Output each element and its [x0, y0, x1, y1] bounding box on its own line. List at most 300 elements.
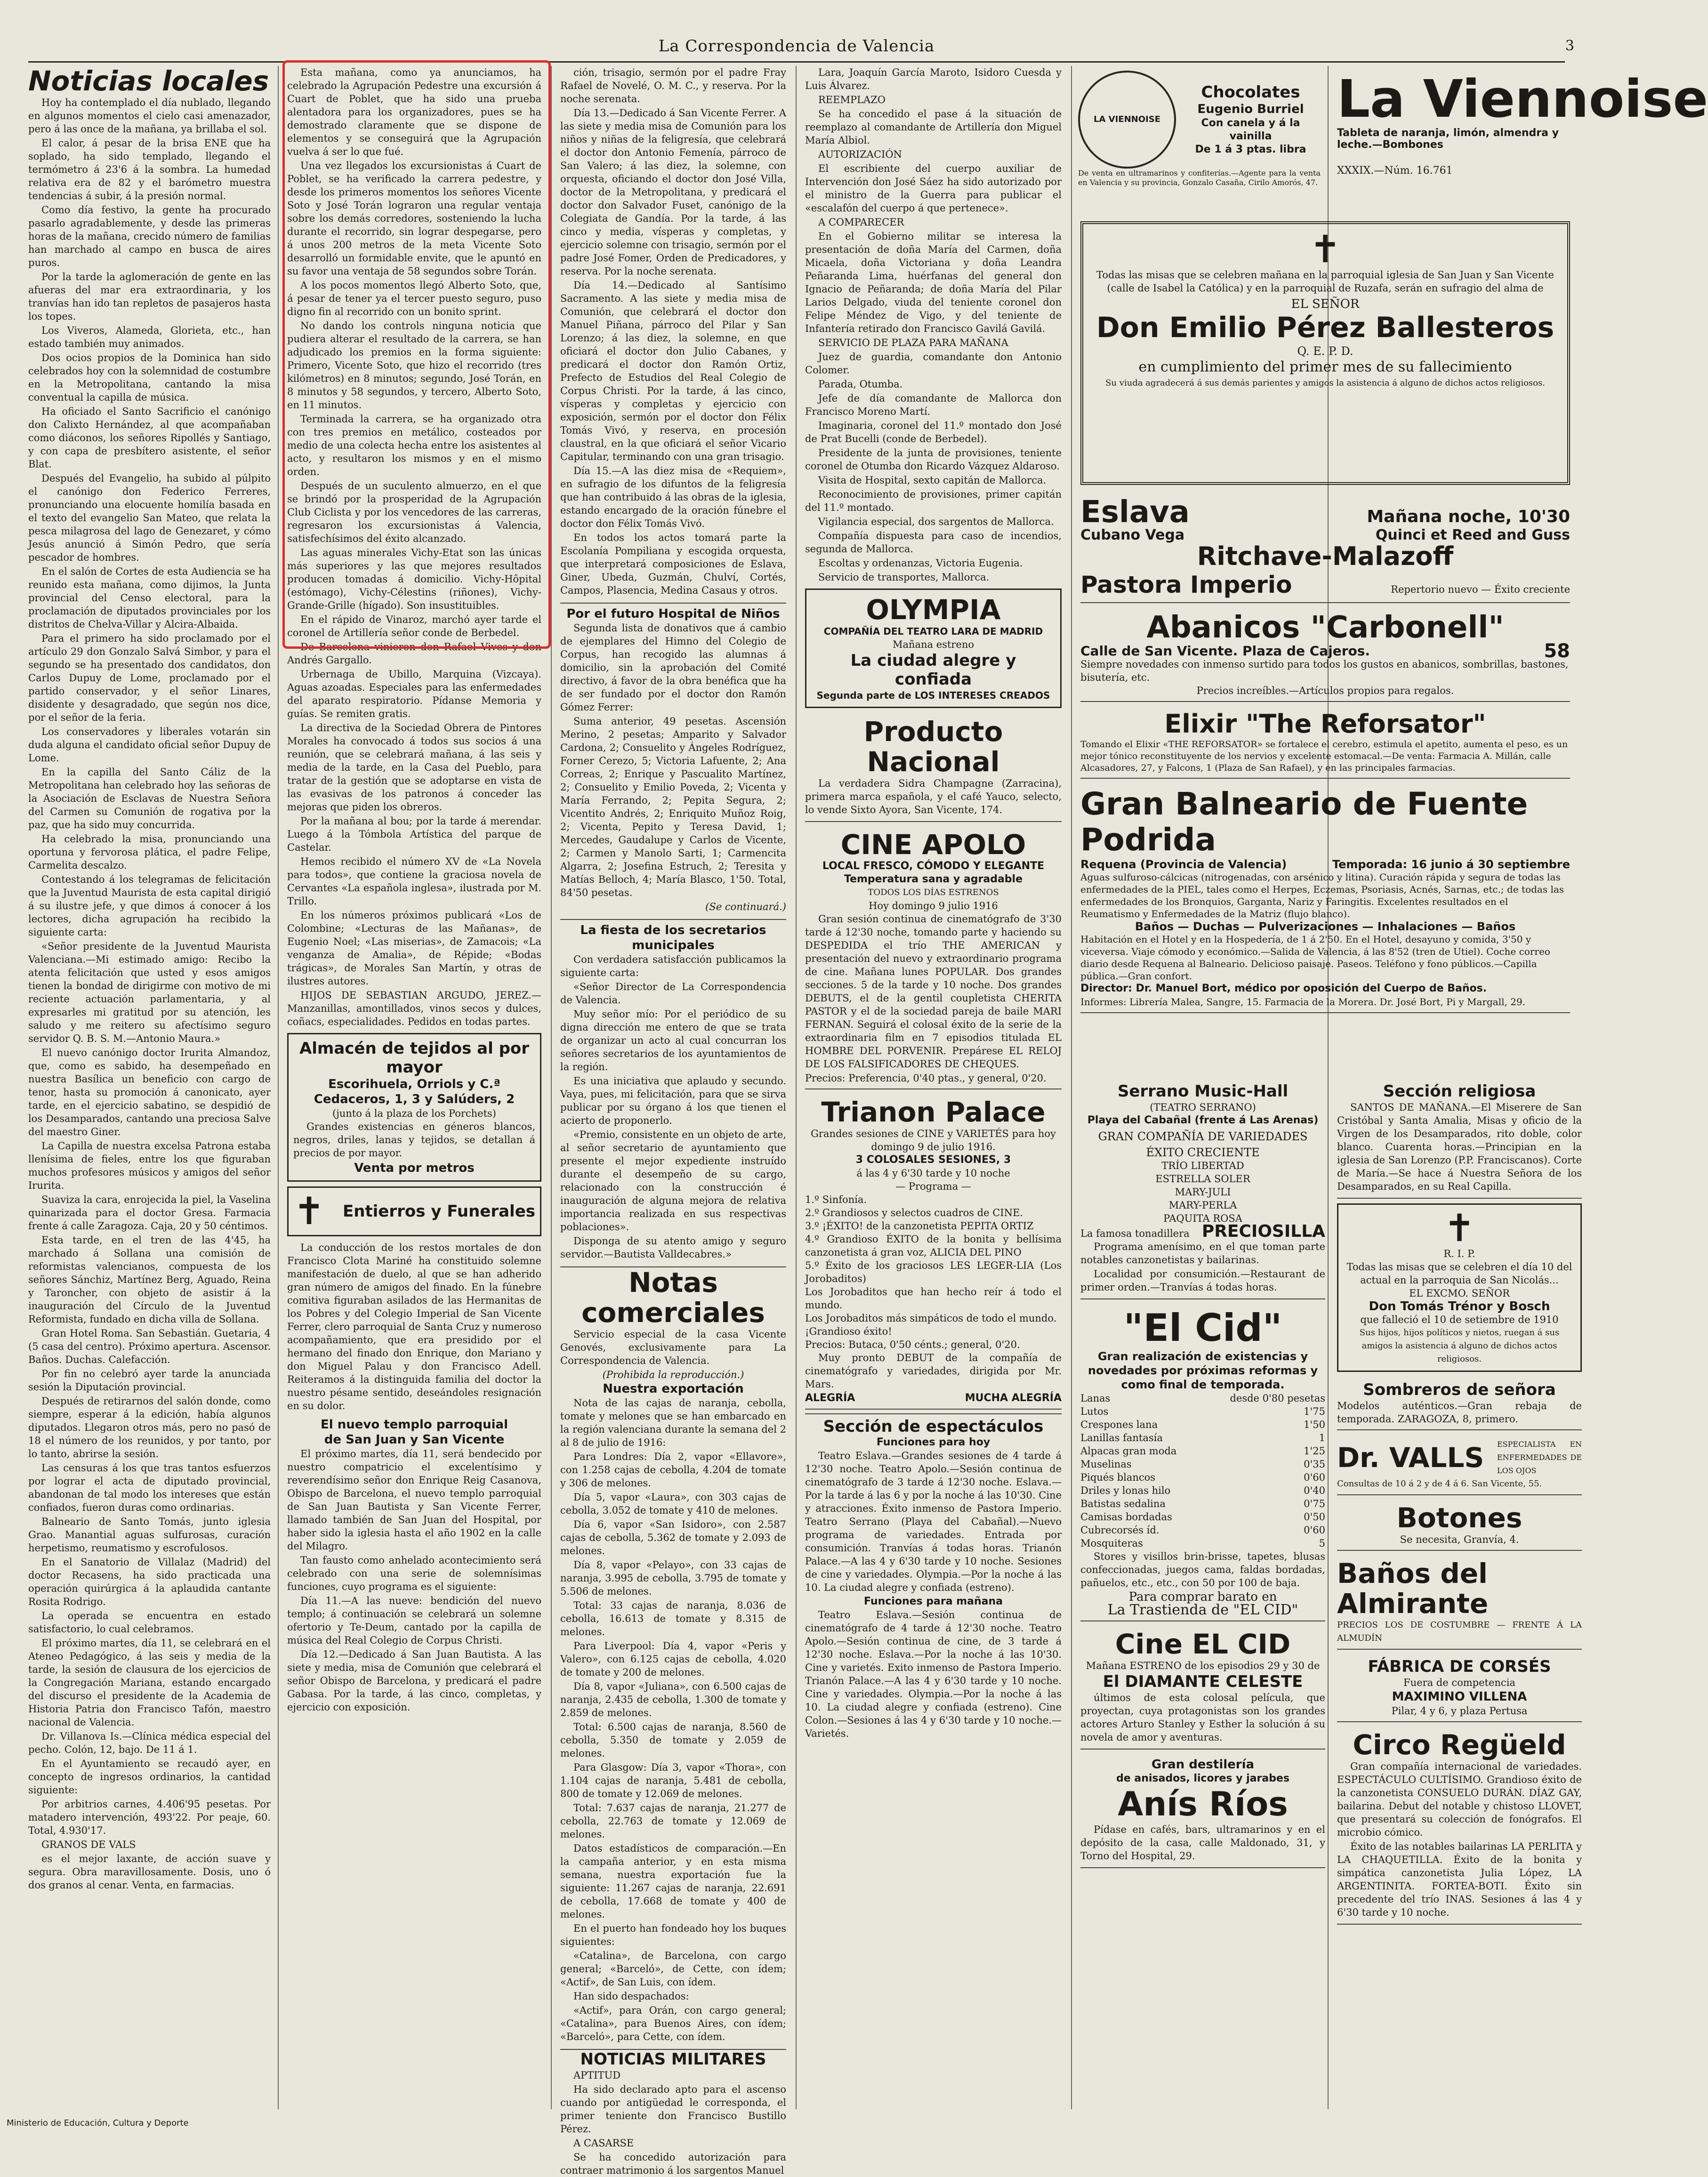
ad-text: Gran sesión continua de cinematógrafo de 3'30 tarde á 12'30 noche, tomando parte y haciendo su DESPEDIDA el trío THE AMERICAN y presentación del nuevo y extraordinario programa de cine. Mañana lunes POPULAR. Dos grandes secciones. 5 de la tarde y 10 noche. Dos grandes DEBUTS, el de la gentil coupletista CHERITA PASTOR y el de la sociedad pareja de baile MARI FERNAN. Seguirá el colosal éxito de la serie de la extraordinaria film en 7 episodios titulada EL HOMBRE DEL PORVENIR. Prepárese EL RELOJ DE LOS FALSIFICADORES DE CHEQUES.: [805, 913, 1062, 1070]
ad-text: Mañana ESTRENO de los episodios 29 y 30 de: [1086, 1660, 1320, 1671]
article-title: Por el futuro Hospital de Niños: [560, 603, 786, 621]
paragraph: En el Gobierno militar se interesa la presentación de doña María del Carmen, doña Micaela, doña Victoriana y doña Leandra Peñaranda Lima, huérfanas del general don Ignacio de Peñaranda; de doña María del Pilar Larios Delgado, viuda del teniente coronel don Felipe Méndez de Vigo, y del teniente de Infantería retirado don Francisco Gavilá Gavilá.: [805, 231, 1062, 334]
paragraph: El calor, á pesar de la brisa ENE que ha soplado, ha sido templado, llegando el termómetro á 23'6 á la sombra. La humedad relativa era de 82 y el barómetro muestra tendencias á subir, á la presión normal.: [28, 137, 271, 202]
price-item-name: Piqués blancos: [1080, 1472, 1156, 1483]
ad-title: Elixir "The Reforsator": [1164, 709, 1486, 739]
section-title: Sección de espectáculos: [805, 1413, 1062, 1436]
price-item-value: 1'50: [1304, 1419, 1325, 1430]
paragraph: Es una iniciativa que aplaudo y secundo. Vaya, pues, mi felicitación, para que se sirva publicar por su órgano á los que tienen el acierto de proponerlo.: [560, 1075, 786, 1126]
paragraph: «Señor Director de La Correspondencia de Valencia.: [560, 981, 786, 1006]
continue-note: (Se continuará.): [705, 901, 786, 912]
price-item-name: Alpacas gran moda: [1080, 1445, 1177, 1457]
paragraph: El escribiente del cuerpo auxiliar de Intervención don José Sáez ha sido autorizado por el ministro de la Guerra para publicar el «escalafón del cuerpo á que pertenece».: [805, 163, 1062, 214]
ad-title: OLYMPIA: [866, 594, 1001, 626]
ad-el-cid: [1080, 1303, 1325, 1621]
paragraph: AUTORIZACIÓN: [818, 149, 902, 160]
price-item-value: 1'25: [1304, 1445, 1325, 1457]
price-item-value: 0'50: [1304, 1511, 1325, 1523]
paragraph: En los números próximos publicará «Los de Colombine; «Lecturas de las Mañanas», de Eugenio Noel; «Las miserias», de Zamacois; «La venganza de Amalia», de Répide; «Bodas trágicas», de Morales San Martín, y otras de ilustres autores.: [287, 910, 541, 987]
paragraph: Terminada la carrera, se ha organizado otra con tres premios en metálico, costeados por medio de una colecta hecha entre los asistentes al acto, y resultaron los mismos y en el mismo orden.: [287, 413, 541, 477]
article-title: NOTICIAS MILITARES: [560, 2049, 786, 2069]
ad-title: Chocolates: [1201, 83, 1300, 102]
price-item-name: Batistas sedalina: [1080, 1498, 1166, 1509]
price-item-name: Lutos: [1080, 1406, 1109, 1417]
paragraph: ción, trisagio, sermón por el padre Fray Rafael de Novelé, O. M. C., y reserva. Por la noche serenata.: [560, 67, 786, 105]
ad-title: Trianon Palace: [821, 1096, 1046, 1128]
viennoise-seal-icon: LA VIENNOISE: [1078, 71, 1176, 169]
paragraph: Contestando á los telegramas de felicitación que la Juventud Maurista de esta capital dirigió á su ilustre jefe, y que dimos á conocer á los lectores, dicha agrupación ha recibido la siguiente carta:: [28, 874, 271, 938]
ad-hours: Consultas de 10 á 2 y de 4 á 6. San Vicente, 55.: [1337, 1479, 1542, 1489]
paragraph: «Catalina», de Barcelona, con cargo general; «Barceló», de Cette, con ídem; «Actif», de San Luis, con ídem.: [560, 1950, 786, 1988]
paragraph: Día 15.—A las diez misa de «Requiem», en sufragio de los difuntos de la feligresía que han contribuido á las obras de la iglesia, estando encargado de la oración fúnebre el doctor don Félix Tomás Vivó.: [560, 465, 786, 529]
ad-title: Botones: [1396, 1502, 1523, 1534]
performer-name: MARY-JULI: [1175, 1186, 1231, 1198]
paragraph: Los Viveros, Alameda, Glorieta, etc., han estado también muy animados.: [28, 325, 271, 349]
paragraph: Día 12.—Dedicado á San Juan Bautista. A las siete y media, misa de Comunión que celebrará el señor Obispo de Barcelona, y predicará el padre Gabasa. Por la tarde, á las cinco, completas, y ejercicio con exposición.: [287, 1649, 541, 1713]
price-row: [1080, 1458, 1325, 1471]
ad-title: Gran Balneario de Fuente Podrida: [1080, 786, 1528, 858]
paragraph: Día 11.—A las nueve: bendición del nuevo templo; á continuación se celebrará un solemne ofertorio y Te-Deum, cantado por la capilla de música del Real Colegio de Corpus Christi.: [287, 1595, 541, 1646]
paragraph: Parada, Otumba.: [818, 379, 903, 390]
ad-title: Serrano Music-Hall: [1117, 1082, 1289, 1101]
brand-title: La Viennoise: [1337, 69, 1708, 129]
section-text: Teatro Eslava.—Sesión continua de cinematógrafo de 4 tarde á 12'30 noche. Teatro Apolo.—Sesión continua de cine, de 3 tarde á 12'30 noche. Eslava.—Por la noche á las 10'30. Cine y varietés. Exito inmenso de Pastora Imperio. Trianón Palace.—A las 4 y 6'30 tarde y 10 noche. Cine y variedades. Olympia.—Por la noche á las 10. La ciudad alegre y confiada (estreno). Cine Colon.—Sesiones á las 4 y 6'30 tarde y 10 noche.—Varietés.: [805, 1609, 1062, 1739]
ad-address-note: (junto á la plaza de los Porchets): [332, 1108, 496, 1119]
price-item-value: 0'60: [1304, 1524, 1325, 1536]
article-title: Notas comerciales: [560, 1266, 786, 1328]
section-title: Sección religiosa: [1383, 1082, 1536, 1101]
paragraph: «Premio, consistente en un objeto de arte, al señor secretario de ayuntamiento que presente el mejor expediente instruído durante el desempeño de su cargo, relacionado con la construcción é inauguración de alguna mejora de relativa importancia realizada en sus respectivas poblaciones».: [560, 1129, 786, 1233]
ad-line: Con canela y á la vainilla: [1201, 117, 1300, 142]
ad-sessions: 3 COLOSALES SESIONES, 3: [855, 1154, 1011, 1166]
paragraph: Por arbitrios carnes, 4.406'95 pesetas. Por matadero intervención, 493'22. Por peaje, 60. Total, 4.930'17.: [28, 1798, 271, 1836]
price-item-value: 1: [1319, 1432, 1325, 1443]
section-religiosa: [1337, 1078, 1582, 1199]
paragraph: Día 14.—Dedicado al Santísimo Sacramento. A las siete y media misa de Comunión, que celebrará el doctor don Manuel Piñana, párroco del Pilar y San Lorenzo; á las diez, la solemne, en que oficiará el doctor don Julio Cabanes, y predicará el doctor don Ramón Ortiz, Prefecto de Estudios del Real Colegio de Corpus Christi. Por la tarde, á las cinco, vísperas y completas y ejercicio con exposición, sermón por el doctor don Félix Tomás Vivó, y reserva, en procesión claustral, en la que oficiará el señor Vicario Capitular, terminando con una gran trisagio.: [560, 280, 786, 462]
price-item-value: 5: [1319, 1538, 1325, 1549]
ad-exito: ÉXITO CRECIENTE: [1146, 1146, 1260, 1159]
article-paragraphs: [560, 2069, 786, 2177]
section-title: Noticias locales: [28, 65, 269, 97]
ad-title: "El Cid": [1123, 1306, 1282, 1350]
obituary-footer: Su viuda agradecerá á sus demás parientes y amigos la asistencia á alguno de dichos actos religiosos.: [1105, 378, 1545, 388]
paragraph: En la capilla del Santo Cáliz de la Metropolitana han celebrado hoy las señoras de la Asociación de Esclavas de Nuestra Señora del Carmen su Comunión de rogativa por la paz, que ha sido muy concurrida.: [28, 766, 271, 830]
obituary-box-2: [1337, 1203, 1582, 1372]
ad-program-label: — Programa —: [895, 1181, 971, 1192]
ad-title: FÁBRICA DE CORSÉS: [1368, 1657, 1551, 1676]
masthead: La Correspondencia de Valencia: [658, 37, 935, 56]
performer-name: ESTRELLA SOLER: [1155, 1173, 1250, 1185]
price-item-name: Mosquiteras: [1080, 1538, 1143, 1549]
paragraph: Como día festivo, la gente ha procurado pasarlo agradablemente, y desde las primeras horas de la mañana, crecido número de familias han marchado al campo en busca de aires puros.: [28, 204, 271, 268]
article-paragraphs: [560, 621, 786, 899]
ad-address: Calle de San Vicente. Plaza de Cajeros.: [1080, 643, 1370, 659]
funeral-text: La conducción de los restos mortales de don Francisco Clota Mariné ha constituido solemne manifestación de duelo, al que se han adherido gran número de amigos del finado. En la fúnebre comitiva figuraban asilados de las Hermanitas de los Pobres y del Colegio Imperial de San Vicente Ferrer, clero parroquial de Santa Cruz y numeroso acompañamiento, que era presidido por el hermano del finado don Enrique, don Mariano y don Miguel Palau y don Francisco Adell. Reiteramos á la distinguida familia del doctor la nuestro pésame sentido, deseándoles resignación en su dolor.: [287, 1242, 541, 1411]
price-list: [1080, 1392, 1325, 1550]
ad-address: Pilar, 4 y 6, y plaza Pertusa: [1391, 1705, 1528, 1717]
ad-act: Pastora Imperio: [1080, 571, 1292, 598]
ad-title: Sombreros de señora: [1363, 1380, 1556, 1399]
paragraph: Muy señor mío: Por el periódico de su digna dirección me entero de que se trata de organizar un acto al cual concurran los señores secretarios de los ayuntamientos de la región.: [560, 1008, 786, 1072]
program-item: 2.º Grandiosos y selectos cuadros de CINE.: [805, 1207, 1023, 1218]
ad-footer: De venta en ultramarinos y confiterías.—Agente para la venta en Valencia y su provincia, Gonzalo Casaña, Cirilo Amorós, 47.: [1078, 169, 1321, 187]
ad-sub: Fuera de competencia: [1403, 1677, 1515, 1688]
ad-almacen: [287, 1033, 541, 1182]
ad-cine-apolo: [805, 826, 1062, 1089]
ad-name: Eugenio Burriel: [1197, 102, 1304, 116]
paragraph: Para Liverpool: Día 4, vapor «Peris y Valero», con 6.125 cajas de cebolla, 4.020 de tomate y 200 de melones.: [560, 1640, 786, 1678]
paragraph: Total: 33 cajas de naranja, 8.036 de cebolla, 16.613 de tomate y 8.315 de melones.: [560, 1600, 786, 1637]
price-row: [1080, 1431, 1325, 1444]
paragraph: A COMPARECER: [818, 217, 904, 228]
paragraph: Gran Hotel Roma. San Sebastián. Guetaria, 4 (5 casa del centro). Próximo apertura. Ascensor. Baños. Duchas. Calefacción.: [28, 1328, 271, 1365]
news-paragraphs: [805, 66, 1062, 584]
paragraph: Reconocimiento de provisiones, primer capitán del 11.º montado.: [805, 489, 1062, 513]
section-text: Teatro Eslava.—Grandes sesiones de 4 tarde á 12'30 noche. Teatro Apolo.—Sesión continua de cinematógrafo de 3 tarde á 12'30 noche. Eslava.—Por la tarde á las 6 y por la noche á las 10'30. Cine y atracciones. Éxito inmenso de Pastora Imperio. Teatro Serrano (Playa del Cabañal).—Nuevo programa de variedades. Entrada por consumición. Tranvías á todas horas. Trianón Palace.—A las 4 y 6'30 tarde y 10 noche. Sesiones de cine y variedades. Olympia.—Por la noche á las 10. La ciudad alegre y confiada (estreno).: [805, 1450, 1062, 1593]
ad-place: Requena (Provincia de Valencia): [1080, 858, 1287, 871]
ad-text: PRECIOS LOS DE COSTUMBRE — FRENTE Á LA ALMUDÍN: [1337, 1620, 1582, 1643]
paragraph: En el salón de Cortes de esta Audiencia se ha reunido esta mañana, como dijimos, la Junta provincial del Censo electoral, para la proclamación de diputados provinciales por los distritos de Chelva-Villar y Alcira-Albaida.: [28, 566, 271, 630]
ad-info: Informes: Librería Malea, Sangre, 15. Farmacia de la Morera. Dr. José Bort, Pi y Margall, 29.: [1080, 996, 1526, 1008]
paragraph: Después de retirarnos del salón donde, como siempre, esperar á la edición, había algunos diputados. Llegaron otros más, pero no pasó de 18 el número de los reunidos, y por tanto, por lo tanto, abrirse la sesión.: [28, 1395, 271, 1459]
obituary-box: [1080, 221, 1570, 485]
ad-entierros: [287, 1186, 541, 1236]
paragraph: Juez de guardia, comandante don Antonio Colomer.: [805, 351, 1062, 376]
obituary-el-senor: EL SEÑOR: [1291, 297, 1360, 311]
column-1: [28, 66, 271, 2104]
ad-title: Abanicos "Carbonell": [1146, 610, 1504, 645]
paragraph: Por la tarde la aglomeración de gente en las afueras del mar era extraordinaria, y los tranvías han ido tan repletos de pasajeros hasta los topes.: [28, 271, 271, 322]
ad-company: COMPAÑÍA DEL TEATRO LARA DE MADRID: [823, 626, 1043, 637]
price-item-name: Lanas: [1080, 1393, 1111, 1404]
price-item-value: 0'35: [1304, 1459, 1325, 1470]
paragraph: En el Sanatorio de Villalaz (Madrid) del doctor Recasens, ha sido practicada una operación quirúrgica á la aplaudida cantante Rosita Rodrigo.: [28, 1556, 271, 1607]
news-paragraphs: [560, 66, 786, 597]
cross-icon: ✝: [293, 1189, 325, 1233]
performer-name: PAQUITA ROSA: [1163, 1213, 1242, 1224]
paragraph: Día 8, vapor «Pelayo», con 33 cajas de naranja, 3.995 de cebolla, 3.795 de tomate y 5.506 de melones.: [560, 1559, 786, 1597]
article-title: El nuevo templo parroquial: [321, 1418, 508, 1432]
ad-right: Mañana noche, 10'30: [1367, 507, 1570, 526]
paragraph: Para Glasgow: Día 3, vapor «Thora», con 1.104 cajas de naranja, 5.481 de cebolla, 800 de tomate y 12.069 de melones.: [560, 1762, 786, 1799]
price-item-name: Driles y lonas hilo: [1080, 1485, 1171, 1496]
paragraph: En el puerto han fondeado hoy los buques siguientes:: [560, 1923, 786, 1947]
program-item: 4.º Grandioso ÉXITO de la bonita y bellísima canzonetista á gran voz, ALICIA DEL PINO: [805, 1234, 1062, 1258]
article-subtitle: Nuestra exportación: [603, 1382, 744, 1396]
ad-balneario: [1080, 782, 1570, 1013]
program-list: [805, 1193, 1062, 1338]
ad-text: Stores y visillos brin-brisse, tapetes, blusas confeccionadas, juegos cama, faldas bordadas, pañuelos, etc., etc., con 50 por 100 de baja.: [1080, 1551, 1325, 1588]
performer-list: [1080, 1159, 1325, 1225]
ad-play: La ciudad alegre y confiada: [850, 651, 1016, 689]
obituary-line: en cumplimiento del primer mes de su fallecimiento: [1138, 359, 1512, 375]
article-subtitle: de San Juan y San Vicente: [324, 1433, 505, 1447]
price-item-name: Lanillas fantasía: [1080, 1432, 1163, 1443]
ad-sub: (TEATRO SERRANO): [1150, 1102, 1256, 1113]
ad-act: Cubano Vega: [1080, 527, 1185, 543]
ad-prices: Precios: Butaca, 0'50 cénts.; general, 0'20.: [805, 1339, 1020, 1350]
paragraph: Por la mañana al bou; por la tarde á merendar. Luego á la Tómbola Artística del parque de Castelar.: [287, 815, 541, 853]
article-paragraphs: [560, 953, 786, 1261]
program-item: 1.º Sinfonía.: [805, 1194, 867, 1205]
ad-text: Habitación en el Hotel y en la Hospedería, de 1 á 2'50. En el Hotel, desayuno y comida, 3'50 y viceversa. Viaje cómodo y económico.—Salida de Valencia, á las 8'52 (tren de Utiel). Coche correo diario desde Requena al Balneario. Delicioso paisaje. Paseos. Teléfono y fono públicos.—Capilla pública.—Gran confort.: [1080, 934, 1550, 982]
section-subtitle: Funciones para mañana: [863, 1596, 1003, 1607]
paragraph: Visita de Hospital, sexto capitán de Mallorca.: [818, 475, 1047, 486]
ad-sub: Grandes sesiones de CINE y VARIETÉS para hoy domingo 9 de julio 1916.: [811, 1128, 1056, 1153]
paragraph: Nota de las cajas de naranja, cebolla, tomate y melones que se han embarcado en la región valenciana durante la semana del 2 al 8 de julio de 1916:: [560, 1397, 786, 1448]
price-row: [1080, 1418, 1325, 1431]
price-item-value: 0'75: [1304, 1498, 1325, 1509]
paragraph: Imaginaria, coronel del 11.º montado don José de Prat Bucelli (conde de Berbedel).: [805, 420, 1062, 444]
issue-number: XXXIX.—Núm. 16.761: [1337, 165, 1453, 177]
paragraph: Día 13.—Dedicado á San Vicente Ferrer. A las siete y media misa de Comunión para los niños y niñas de la feligresía, que celebrará el doctor don Antonio Femenía, párroco de San Valero; á las diez, la solemne, con orquesta, oficiando el doctor don José Villa, doctor de la Metropolitana, y predicará el doctor don Salvador Fuset, canónigo de la Colegiata de Gandía. Por la tarde, á las cinco y media, vísperas y completas, y ejercicio solemne con trisagio, sermón por el padre José Fomer, Orden de Predicadores, y reserva. Por la noche serenata.: [560, 107, 786, 277]
paragraph: Ha oficiado el Santo Sacrificio el canónigo don Calixto Hernández, al que acompañaban como diáconos, los señores Ripollés y Santiago, y con capa de presbítero asistente, el señor Blat.: [28, 406, 271, 470]
obituary-intro: Todas las misas que se celebren mañana en la parroquial iglesia de San Juan y San Vicente (calle de Isabel la Católica) y en la parroquial de Ruzafa, serán en sufragio del alma de: [1096, 269, 1554, 294]
ad-title: CINE APOLO: [840, 829, 1026, 861]
paragraph: Jefe de día comandante de Mallorca don Francisco Moreno Martí.: [805, 393, 1062, 417]
obituary-name: Don Emilio Pérez Ballesteros: [1096, 311, 1555, 344]
ad-extra: Muy pronto DEBUT de la compañía de cinematógrafo y variedades, dirigida por Mr. Mars.: [805, 1352, 1062, 1390]
ad-date: Hoy domingo 9 julio 1916: [869, 900, 998, 911]
paragraph: REEMPLAZO: [818, 94, 886, 105]
column-3: [560, 66, 786, 2176]
price-row: [1080, 1510, 1325, 1524]
footer-credit: Ministerio de Educación, Cultura y Deporte: [7, 2118, 189, 2128]
obituary-rip: R. I. P.: [1443, 1248, 1475, 1259]
ad-text: Éxito de las notables bailarinas LA PERLITA y LA CHAQUETILLA. Éxito de la bonita y simpática canzonetista Julia López, LA ARGENTINITA. FORTEA-BOTI. Éxito sin precedente del trío INAS. Sesiones á las 4 y 6'30 tarde y 10 noche.: [1337, 1841, 1582, 1918]
brand-sub: Tableta de naranja, limón, almendra y leche.—Bombones: [1337, 127, 1559, 151]
ad-serrano: [1080, 1078, 1325, 1299]
program-item: Los Jorobaditos que han hecho reír á todo el mundo.: [805, 1286, 1062, 1311]
ad-director: Director: Dr. Manuel Bort, médico por oposición del Cuerpo de Baños.: [1080, 983, 1487, 994]
paragraph: Segunda lista de donativos que á cambio de ejemplares del Himno del Colegio de Corpus, han recogido las alumnas á domicilio, sin la aprobación del Comité directivo, á favor de la obra benéfica que ha de ser fundado por el doctor don Ramón Gómez Ferrer:: [560, 622, 786, 713]
performer-name: MARY-PERLA: [1168, 1200, 1237, 1211]
ad-abanicos: [1080, 607, 1570, 702]
paragraph: Total: 6.500 cajas de naranja, 8.560 de cebolla, 5.350 de tomate y 2.059 de melones.: [560, 1721, 786, 1759]
paragraph: A los pocos momentos llegó Alberto Soto, que, á pesar de tener ya el tercer puesto seguro, puso digno fin al recorrido con un bonito sprint.: [287, 280, 541, 317]
ad-title: de anisados, licores y jarabes: [1116, 1773, 1289, 1784]
paragraph: Para el primero ha sido proclamado por el artículo 29 don Gonzalo Salvá Simbor, y para el segundo se ha presentado dos candidatos, don Carlos Dupuy de Lome, proclamado por el partido conservador, y el señor Linares, disidente y desagradado, que según nos dice, por el señor de la feria.: [28, 633, 271, 723]
ad-almirante: [1337, 1555, 1582, 1650]
price-row: [1080, 1524, 1325, 1537]
ad-line: De 1 á 3 ptas. libra: [1195, 144, 1306, 155]
paragraph: HIJOS DE SEBASTIAN ARGUDO, JEREZ.—Manzanillas, amontillados, vinos secos y dulces, coñacs, especialidades. Pedidos en todas partes.: [287, 990, 541, 1027]
paragraph: Esta mañana, como ya anunciamos, ha celebrado la Agrupación Pedestre una excursión á Cuart de Poblet, que ha sido una prueba alentadora para los organizadores, pues se ha demostrado claramente que se dispone de elementos y se conseguirá que la Agrupación vuelva á ser lo que fué.: [287, 67, 541, 157]
ad-bottom: Para comprar barato en: [1128, 1590, 1277, 1604]
ad-prices: Precios increíbles.—Artículos propios para regalos.: [1196, 685, 1454, 696]
paragraph: A CASARSE: [573, 2137, 634, 2149]
paragraph: Esta tarde, en el tren de las 4'45, ha marchado á Sollana una comisión de reformistas valencianos, compuesta de los señores Sánchiz, Martínez Berg, Aguado, Reina y Taroncher, con objeto de asistir á la inauguración del Círculo de la Juventud Reformista, fundado en dicha villa de Sollana.: [28, 1234, 271, 1325]
paragraph: En todos los actos tomará parte la Escolanía Pompiliana y escogida orquesta, que interpretará composiciones de Eslava, Giner, Ubeda, Guzmán, Chulví, Cortés, Campos, Plasencia, Medina Casaus y otros.: [560, 532, 786, 596]
ad-text: Grandes existencias en géneros blancos, negros, driles, lanas y tejidos, se detallan á precios de por mayor.: [293, 1121, 535, 1159]
ad-title: Entierros y Funerales: [342, 1202, 535, 1221]
ad-text: Tomando el Elixir «THE REFORSATOR» se fortalece el cerebro, estimula el apetito, aumenta el peso, es un mejor tónico reconstituyente de los nervios y excelente estomacal.—De venta: Farmacia A. Millán, calle Alcasadores, 27, y Falcons, 1 (Plaza de San Rafael), y en las principales farmacias.: [1080, 739, 1568, 773]
ad-act: Ritchave-Malazoff: [1197, 541, 1454, 571]
paragraph: Total: 7.637 cajas de naranja, 21.277 de cebolla, 22.763 de tomate y 12.069 de melones.: [560, 1802, 786, 1840]
ad-place: Playa del Cabañal (frente á Las Arenas): [1087, 1114, 1319, 1126]
paragraph: El nuevo canónigo doctor Irurita Almandoz, que, como es sabido, ha desempeñado en nuestra Basílica un beneficio con cargo de tenor, hasta su promoción á canonicato, ayer tarde, en el ejercicio sabatino, se despidió de los Desamparados, cantando una preciosa Salve del maestro Giner.: [28, 1047, 271, 1137]
price-item-value: desde 0'80 pesetas: [1230, 1393, 1325, 1404]
ad-title: Circo Regüeld: [1353, 1729, 1566, 1761]
ad-company: GRAN COMPAÑÍA DE VARIEDADES: [1098, 1130, 1308, 1143]
paragraph: Los conservadores y liberales votarán sin duda alguna el candidato oficial señor Dupuy de Lome.: [28, 726, 271, 764]
ad-bottom-left: ALEGRÍA: [805, 1392, 855, 1404]
price-item-value: 1'75: [1304, 1406, 1325, 1417]
paragraph: Datos estadísticos de comparación.—En la campaña anterior, y en esta misma semana, nuestra exportación fue la siguiente: 11.267 cajas de naranja, 22.691 de cebolla, 17.668 de tomate y 400 de melones.: [560, 1843, 786, 1920]
ad-title: Almacén de tejidos al por mayor: [299, 1039, 530, 1077]
paragraph: Suma anterior, 49 pesetas. Ascensión Merino, 2 pesetas; Amparito y Salvador Cardona, 2; Consuelito y Ángeles Rodríguez, Forner Cerezo, 5; Victoria Lafuente, 2; Ana Correas, 2; Enrique y Pascualito Martínez, 2; Consuelito y Emilio Poveda, 2; Vicenta y María Ferrando, 2; Pepita Segura, 2; Vicentito Andrés, 2; Enriquito Muñoz Roig, 2; Vicenta, Pepito y Teresa David, 1; Mercedes, Gaudalupe y Carlos de Vicente, 2; Carmen y Manolo Sarti, 1; Carmencita Algarra, 2; Josefina Estruch, 2; Teresita y Matías Belloch, 4; María Blasco, 1'50. Total, 84'50 pesetas.: [560, 716, 786, 898]
price-item-name: Crespones lana: [1080, 1419, 1158, 1430]
program-item: 3.º ¡ÉXITO! de la canzonetista PEPITA ORTIZ: [805, 1220, 1034, 1232]
price-row: [1080, 1392, 1325, 1405]
price-row: [1080, 1537, 1325, 1550]
paragraph: La Capilla de nuestra excelsa Patrona estaba llenísima de fieles, entre los que figuraban muchos profesores músicos y amigos del señor Irurita.: [28, 1140, 271, 1191]
paragraph: Balneario de Santo Tomás, junto iglesia Grao. Manantial aguas sulfurosas, curación herpetismo, reumatismo y escrofulosos.: [28, 1516, 271, 1554]
ad-number: 58: [1544, 640, 1570, 662]
ad-sub: TODOS LOS DÍAS ESTRENOS: [868, 887, 999, 897]
ad-title: Producto Nacional: [863, 716, 1003, 778]
column-rule: [551, 66, 552, 2109]
paragraph: El próximo martes, día 11, será bendecido por nuestro compatricio el excelentísimo y reverendísimo señor don Enrique Reig Casanova, Obispo de Barcelona, el nuevo templo parroquial de San Juan Bautista y San Vicente Ferrer, llamado también de San Juan del Hospital, por haber sido la iglesia hasta el año 1902 en la calle del Milagro.: [287, 1448, 541, 1552]
paragraph: APTITUD: [573, 2070, 621, 2081]
ad-name: Anís Ríos: [1118, 1785, 1288, 1823]
column-rule: [796, 66, 797, 2109]
ad-chocolates: [1078, 71, 1321, 169]
article-paragraphs: [287, 1447, 541, 1714]
paragraph: Tan fausto como anhelado acontecimiento será celebrado con una serie de solemnísimas funciones, cuyo programa es el siguiente:: [287, 1555, 541, 1592]
paragraph: Vigilancia especial, dos sargentos de Mallorca.: [818, 516, 1054, 527]
paragraph: Ha celebrado la misa, pronunciando una oportuna y fervorosa plática, el padre Felipe, Carmelita descalzo.: [28, 833, 271, 871]
ad-sub: Gran realización de existencias y novedades por próximas reformas y como final de temporada.: [1088, 1350, 1318, 1391]
paragraph: Las censuras á los que tras tantos esfuerzos por lograr el acta de diputado provincial, abandonan de tal modo los intereses que están confiados, fueron duras como ordinarias.: [28, 1462, 271, 1513]
paragraph: Se ha concedido el pase á la situación de reemplazo al comandante de Artillería don Miguel María Albiol.: [805, 108, 1062, 146]
ad-circo: [1337, 1726, 1582, 1925]
ad-bottom: [805, 1392, 1062, 1405]
paragraph: De Barcelona vinieron don Rafael Vives y don Andrés Gargallo.: [287, 641, 541, 666]
column-rule: [278, 66, 279, 2109]
ad-corses: [1337, 1653, 1582, 1722]
wide-ads: [1080, 492, 1570, 1017]
paragraph: Una vez llegados los excursionistas á Cuart de Poblet, se ha verificado la carrera pedestre, y desde los primeros momentos los señores Vicente Soto y José Torán lograron una regular ventaja sobre los demás corredores, sosteniendo la lucha durante el recorrido, sin lograr despegarse, pero á unos 200 metros de la meta Vicente Soto desarrolló un formidable envite, que le apuntó en su favor una ventaja de 58 segundos sobre Torán.: [287, 160, 541, 277]
paragraph: Hoy ha contemplado el día nublado, llegando en algunos momentos el cielo casi amenazador, pero á las once de la mañana, ya brillaba el sol.: [28, 97, 271, 135]
ad-line: Mañana estreno: [892, 639, 975, 650]
ad-olympia: [805, 589, 1062, 708]
paragraph: Han sido despachados:: [573, 1991, 689, 2002]
ad-text: Siempre novedades con inmenso surtido para todos los gustos en abanicos, sombrillas, bastones, bisutería, etc.: [1080, 659, 1569, 683]
price-row: [1080, 1497, 1325, 1510]
price-row: [1080, 1484, 1325, 1497]
ad-footer: Venta por metros: [354, 1161, 475, 1175]
ad-cine-cid: [1080, 1625, 1325, 1750]
obituary-footer: Sus hijos, hijos políticos y nietos, ruegan á sus amigos la asistencia á alguno de dichos actos religiosos.: [1359, 1328, 1560, 1364]
cross-icon: ✝: [1443, 1206, 1475, 1250]
price-item-name: Cubrecorsés íd.: [1080, 1524, 1160, 1536]
paragraph: Después de un suculento almuerzo, en el que se brindó por la prosperidad de la Agrupación Club Ciclista y por los vencedores de las carreras, regresaron los excursionistas á Valencia, satisfechísimos del éxito alcanzado.: [287, 480, 541, 544]
paragraph: Con verdadera satisfacción publicamos la siguiente carta:: [560, 954, 786, 978]
ad-sub: LOCAL FRESCO, CÓMODO Y ELEGANTE: [822, 860, 1045, 872]
ad-valls: [1337, 1434, 1582, 1495]
obituary-line: que falleció el 10 de setiembre de 1910: [1360, 1314, 1559, 1325]
ad-text: ESPECIALISTA EN ENFERMEDADES DE LOS OJOS: [1497, 1440, 1582, 1475]
ad-name: MAXIMINO VILLENA: [1392, 1690, 1527, 1704]
paragraph: «Señor presidente de la Juventud Maurista Valenciana.—Mi estimado amigo: Recibo la atenta felicitación que usted y esos amigos tienen la bondad de dirigirme con motivo de mi reciente actuación parlamentaria, y al expresarles mi gratitud por su atención, les saludo y me reitero su afectísimo seguro servidor Q. B. S. M.—Antonio Maura.»: [28, 941, 271, 1044]
program-item: ¡Grandioso éxito!: [805, 1326, 892, 1337]
article-title: La fiesta de los secretarios municipales: [560, 919, 786, 953]
ad-destileria: [1080, 1753, 1325, 1868]
ad-title: Eslava: [1080, 495, 1190, 530]
ad-bottom: La Trastienda de "EL CID": [1107, 1602, 1298, 1618]
ad-services: Baños — Duchas — Pulverizaciones — Inhalaciones — Baños: [1135, 920, 1516, 933]
ad-producto: [805, 713, 1062, 822]
section-text: SANTOS DE MAÑANA.—El Miserere de San Cristóbal y Santa Amalia, Misas y oficio de la Virgen de los Desamparados, rito doble, color blanco. Cuarenta horas.—Principian en la iglesia de San Lorenzo (P.P. Franciscanos). Corte de María.—Se hace á Nuestra Señora de los Desamparados, en su Real Capilla.: [1337, 1102, 1582, 1192]
ad-text: últimos de esta colosal película, que proyectan, cuya protagonistas son los grandes actores Arturo Stanley y Esther la solución á su novela de amor y aventuras.: [1080, 1692, 1325, 1743]
ad-elixir: [1080, 706, 1570, 779]
obituary-text: Todas las misas que se celebren el día 10 del actual en la parroquia de San Nicolás...: [1346, 1261, 1572, 1286]
paragraph: Hemos recibido el número XV de «La Novela para todos», que contiene la graciosa novela de Cervantes «La española inglesa», ilustrada por M. Trillo.: [287, 856, 541, 907]
paragraph: La directiva de la Sociedad Obrera de Pintores Morales ha convocado á todos sus socios á una reunión, que se celebrará mañana, á las seis y media de la tarde, en la Casa del Pueblo, para tratar de la gestión que se adoptarse en vista de las evasivas de los patronos á conceder las mejoras que piden los obreros.: [287, 722, 541, 813]
ad-text: Gran compañía internacional de variedades. ESPECTÁCULO CULTÍSIMO. Grandioso éxito de la canzonetista CONSUELO DURÁN. DÍAZ GAY, bailarina. Debut del notable y chistoso LLOVET, que presentará su colección de fonógrafos. El microbio cómico.: [1337, 1761, 1582, 1838]
paragraph: «Actif», para Orán, con cargo general; «Catalina», para Buenos Aires, con ídem; «Barceló», para Cette, con ídem.: [560, 2005, 786, 2042]
ad-film: El DIAMANTE CELESTE: [1103, 1672, 1303, 1691]
ad-sub: Segunda parte de LOS INTERESES CREADOS: [816, 690, 1050, 701]
paragraph: Lara, Joaquín García Maroto, Isidoro Cuesda y Luis Álvarez.: [805, 67, 1062, 91]
page-number: 3: [1565, 38, 1574, 54]
paragraph: No dando los controls ninguna noticia que pudiera alterar el resultado de la carrera, se han adjudicado los premios en la forma siguiente: Primero, Vicente Soto, que hizo el recorrido (tres kilómetros) en 8 minutos; segundo, José Torán, en 8 minutos y 58 segundos, y tercero, Alberto Soto, en 11 minutos.: [287, 320, 541, 411]
ad-prices: Precios: Preferencia, 0'40 ptas., y general, 0'20.: [805, 1072, 1047, 1084]
ad-text: Pídase en cafés, bars, ultramarinos y en el depósito de la casa, calle Maldonado, 31, y Torno del Hospital, 29.: [1080, 1824, 1325, 1862]
paragraph: Suaviza la cara, enrojecida la piel, la Vaselina quinarizada para el doctor Gresa. Farmacia frente á calle Zaragoza. Caja, 20 y 50 céntimos.: [28, 1194, 271, 1232]
ad-title: Cine EL CID: [1115, 1628, 1291, 1660]
section-subtitle: Funciones para hoy: [876, 1436, 991, 1448]
price-item-value: 0'40: [1304, 1485, 1325, 1496]
paragraph: Las aguas minerales Vichy-Etat son las únicas más superiores y las que mejores resultados producen tomadas á domicilio. Vichy-Hôpital (estómago), Vichy-Célestins (riñones), Vichy-Grande-Grille (hígado). Son insustituibles.: [287, 547, 541, 611]
ad-local: Localidad por consumición.—Restaurant de primer orden.—Tranvías á todas horas.: [1080, 1268, 1325, 1293]
paragraph: Día 8, vapor «Juliana», con 6.500 cajas de naranja, 2.435 de cebolla, 1.300 de tomate y 2.859 de melones.: [560, 1681, 786, 1718]
price-row: [1080, 1471, 1325, 1484]
ad-title: Gran destilería: [1151, 1758, 1255, 1772]
ad-text: Modelos auténticos.—Gran rebaja de temporada. ZARAGOZA, 8, primero.: [1337, 1400, 1582, 1425]
news-paragraphs: [28, 96, 271, 1892]
paragraph: En el Ayuntamiento se recaudó ayer, en concepto de ingresos ordinarios, la cantidad siguiente:: [28, 1758, 271, 1796]
column-5-lower: [1080, 1078, 1325, 2104]
ad-hours: á las 4 y 6'30 tarde y 10 noche: [856, 1168, 1010, 1179]
paragraph: Escoltas y ordenanzas, Victoria Eugenia.: [818, 557, 1023, 569]
ad-sombreros: [1337, 1377, 1582, 1430]
paragraph: Para Londres: Día 2, vapor «Ellavore», con 1.258 cajas de cebolla, 4.204 de tomate y 306 de melones.: [560, 1451, 786, 1489]
price-row: [1080, 1444, 1325, 1458]
paragraph: El próximo martes, día 11, se celebrará en el Ateneo Pedagógico, á las seis y media de la tarde, la sesión de clausura de los ejercicios de la Congregación Mariana, estando encargado del discurso el presidente de la Academia de Historia Patria don Francisco Tafón, maestro nacional de Valencia.: [28, 1637, 271, 1728]
price-row: [1080, 1405, 1325, 1418]
paragraph: Presidente de la junta de provisiones, teniente coronel de Otumba don Ricardo Vázquez Aldaroso.: [805, 447, 1062, 472]
top-rule: [28, 61, 1565, 63]
ad-season: Temporada: 16 junio á 30 septiembre: [1332, 858, 1570, 871]
ad-eslava: [1080, 492, 1570, 603]
price-item-value: 0'60: [1304, 1472, 1325, 1483]
article-intro: Servicio especial de la casa Vicente Genovés, exclusivamente para La Correspondencia de Valencia.: [560, 1329, 786, 1366]
highlight-box: [282, 60, 551, 649]
ad-act: Quinci et Reed and Guss: [1375, 527, 1570, 543]
paragraph: La operada se encuentra en estado satisfactorio, lo cual celebramos.: [28, 1610, 271, 1635]
paragraph: Ha sido declarado apto para el ascenso cuando por antigüedad le corresponda, el primer teniente don Francisco Bustillo Pérez.: [560, 2084, 786, 2135]
ad-title: Dr. VALLS: [1337, 1442, 1484, 1474]
ad-famous: La famosa tonadillera: [1080, 1228, 1190, 1239]
ad-botones: [1337, 1499, 1582, 1551]
ad-title: Baños del Almirante: [1337, 1557, 1489, 1620]
performer-name: TRÍO LIBERTAD: [1161, 1160, 1244, 1171]
column-6-top: [1337, 69, 1708, 177]
article-paragraphs: [560, 1396, 786, 2043]
column-rule: [1071, 66, 1072, 2109]
